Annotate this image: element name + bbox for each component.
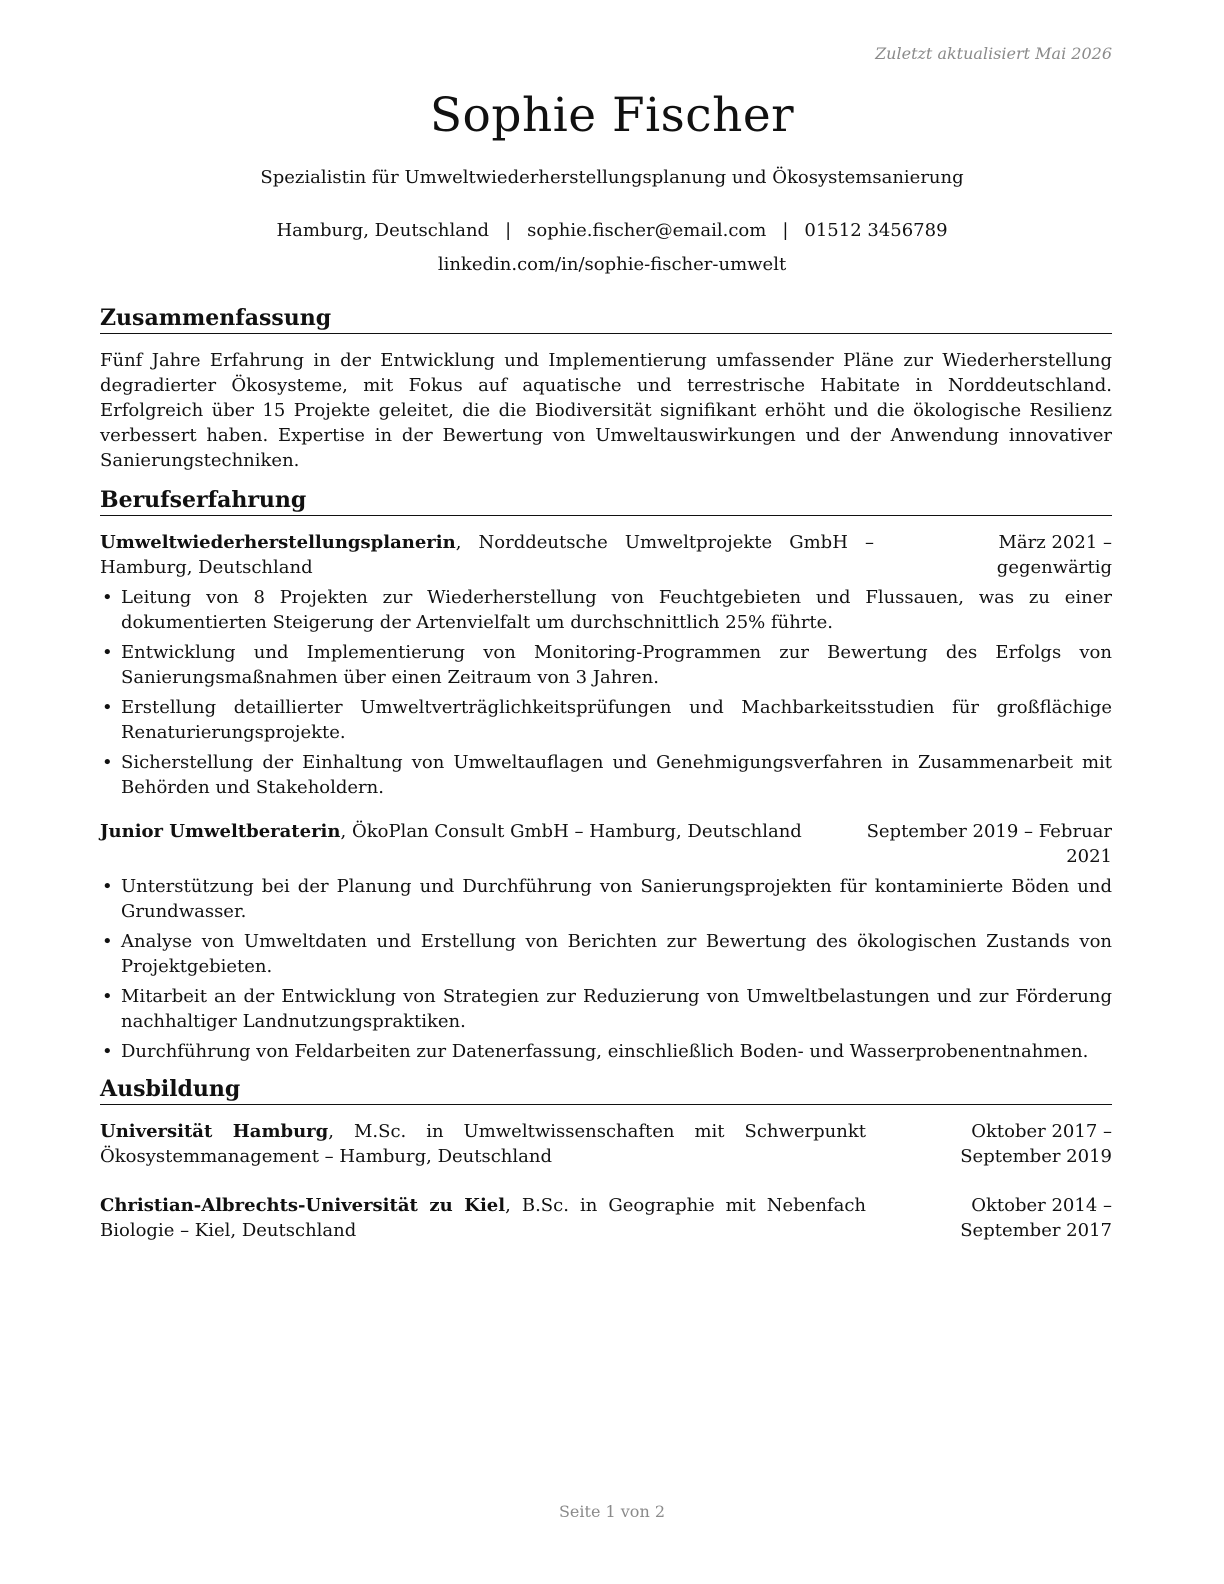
bullet-icon: • bbox=[102, 876, 113, 897]
bullet-icon: • bbox=[102, 697, 113, 718]
education-header bbox=[100, 1119, 1112, 1169]
education-dates: Oktober 2017 – September 2019 bbox=[960, 1121, 1112, 1167]
section-title-education: Ausbildung bbox=[100, 1076, 1112, 1105]
job-employer: , ÖkoPlan Consult GmbH – Hamburg, Deutschland bbox=[340, 821, 802, 842]
bullet-text: Sicherstellung der Einhaltung von Umweltauflagen und Genehmigungsverfahren in Zusammenarbeit mit Behörden und Stakeholdern. bbox=[121, 752, 1112, 798]
bullet-text: Unterstützung bei der Planung und Durchführung von Sanierungsprojekten für kontaminierte Böden und Grundwasser. bbox=[121, 876, 1112, 922]
bullet-text: Analyse von Umweltdaten und Erstellung von Berichten zur Bewertung des ökologischen Zustands von Projektgebieten. bbox=[121, 931, 1112, 977]
section-title-experience: Berufserfahrung bbox=[100, 487, 1112, 516]
school-name: Universität Hamburg bbox=[100, 1121, 329, 1142]
summary-text: Fünf Jahre Erfahrung in der Entwicklung und Implementierung umfassender Pläne zur Wiederherstellung degradierter Ökosysteme, mit Fokus auf aquatische und terrestrische Habitate in Norddeutschland. Erfolgreich über 15 Projekte geleitet, die die Biodiversität signifikant erhöht und die ökologische Resilienz verbessert haben. Expertise in der Bewertung von Umweltauswirkungen und der Anwendung innovativer Sanierungstechniken. bbox=[100, 350, 1112, 471]
list-item bbox=[100, 695, 1112, 745]
location: Hamburg, Deutschland bbox=[276, 220, 490, 241]
email-link[interactable]: sophie.fischer@email.com bbox=[527, 220, 767, 241]
job-role: Junior Umweltberaterin bbox=[100, 821, 341, 842]
job-bullet-list bbox=[100, 874, 1112, 1064]
bullet-icon: • bbox=[102, 986, 113, 1007]
page-number: Seite 1 von 2 bbox=[558, 1502, 666, 1521]
degree-details: , B.Sc. in Geographie mit Nebenfach Biologie – Kiel, Deutschland bbox=[100, 1195, 866, 1241]
education-header bbox=[100, 1193, 1112, 1243]
job-employer: , Norddeutsche Umweltprojekte GmbH – Hamburg, Deutschland bbox=[100, 532, 874, 578]
contact-separator: | bbox=[782, 220, 789, 241]
job-header bbox=[100, 530, 1112, 580]
list-item bbox=[100, 585, 1112, 635]
job-entry bbox=[100, 530, 1112, 800]
school-name: Christian-Albrechts-Universität zu Kiel bbox=[100, 1195, 506, 1216]
bullet-icon: • bbox=[102, 587, 113, 608]
job-entry bbox=[100, 819, 1112, 1064]
last-updated-note: Zuletzt aktualisiert Mai 2026 bbox=[875, 44, 1112, 63]
contact-separator: | bbox=[505, 220, 512, 241]
job-dates: September 2019 – Februar 2021 bbox=[866, 821, 1112, 867]
bullet-text: Mitarbeit an der Entwicklung von Strategien zur Reduzierung von Umweltbelastungen und zur Förderung nachhaltiger Landnutzungspraktiken. bbox=[121, 986, 1112, 1032]
phone-number: 01512 3456789 bbox=[804, 220, 948, 241]
list-item bbox=[100, 1039, 1112, 1064]
list-item bbox=[100, 640, 1112, 690]
bullet-icon: • bbox=[102, 642, 113, 663]
bullet-icon: • bbox=[102, 1041, 113, 1062]
list-item bbox=[100, 874, 1112, 924]
bullet-icon: • bbox=[102, 752, 113, 773]
candidate-name: Sophie Fischer bbox=[429, 88, 795, 143]
education-heading bbox=[100, 1193, 866, 1243]
list-item bbox=[100, 929, 1112, 979]
education-entry bbox=[100, 1119, 1112, 1169]
bullet-text: Entwicklung und Implementierung von Monitoring-Programmen zur Bewertung des Erfolgs von Sanierungsmaßnahmen über einen Zeitraum von 3 Jahren. bbox=[121, 642, 1112, 688]
job-dates: März 2021 – gegenwärtig bbox=[996, 532, 1112, 578]
education-heading bbox=[100, 1119, 866, 1169]
education-dates: Oktober 2014 – September 2017 bbox=[960, 1195, 1112, 1241]
list-item bbox=[100, 984, 1112, 1034]
degree-details: , M.Sc. in Umweltwissenschaften mit Schwerpunkt Ökosystemmanagement – Hamburg, Deutschland bbox=[100, 1121, 866, 1167]
job-bullet-list bbox=[100, 585, 1112, 800]
bullet-text: Leitung von 8 Projekten zur Wiederherstellung von Feuchtgebieten und Flussauen, was zu einer dokumentierten Steigerung der Artenvielfalt um durchschnittlich 25% führte. bbox=[121, 587, 1112, 633]
resume-body bbox=[100, 305, 1112, 1243]
bullet-text: Erstellung detaillierter Umweltverträglichkeitsprüfungen und Machbarkeitsstudien für großflächige Renaturierungsprojekte. bbox=[121, 697, 1112, 743]
bullet-icon: • bbox=[102, 931, 113, 952]
job-role: Umweltwiederherstellungsplanerin bbox=[100, 532, 456, 553]
professional-subtitle: Spezialistin für Umweltwiederherstellungsplanung und Ökosystemsanierung bbox=[260, 167, 964, 188]
linkedin-link[interactable]: linkedin.com/in/sophie-fischer-umwelt bbox=[437, 254, 787, 275]
job-heading bbox=[100, 530, 874, 580]
job-heading bbox=[100, 819, 854, 844]
job-header bbox=[100, 819, 1112, 869]
list-item bbox=[100, 750, 1112, 800]
section-title-summary: Zusammenfassung bbox=[100, 305, 1112, 334]
bullet-text: Durchführung von Feldarbeiten zur Datenerfassung, einschließlich Boden- und Wasserprobenentnahmen. bbox=[121, 1041, 1089, 1062]
contact-line bbox=[0, 220, 1224, 241]
education-entry bbox=[100, 1193, 1112, 1243]
